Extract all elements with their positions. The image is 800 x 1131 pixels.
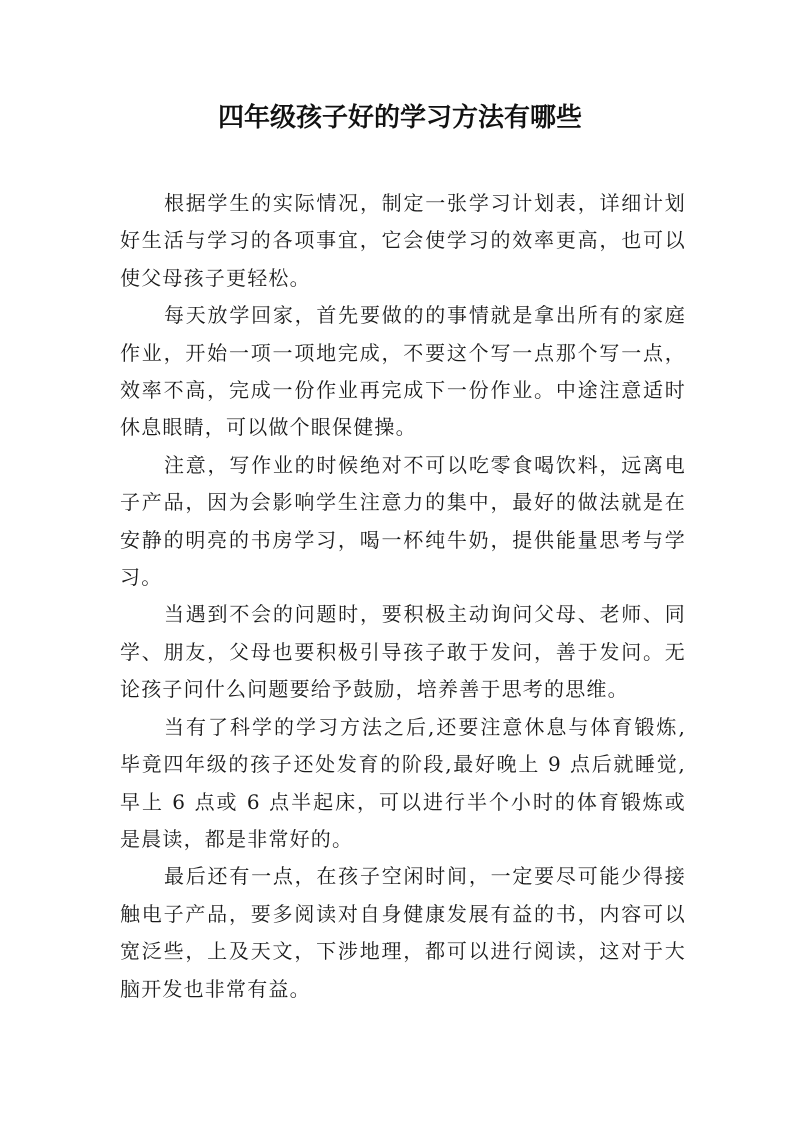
paragraph-6: 最后还有一点，在孩子空闲时间，一定要尽可能少得接触电子产品，要多阅读对自身健康发展有益的书，内容可以宽泛些，上及天文，下涉地理，都可以进行阅读，这对于大脑开发也非常有益。 (120, 864, 686, 1001)
paragraph-3: 注意，写作业的时候绝对不可以吃零食喝饮料，远离电子产品，因为会影响学生注意力的集中，最好的做法就是在安静的明亮的书房学习，喝一杯纯牛奶，提供能量思考与学习。 (120, 452, 686, 590)
document-title: 四年级孩子好的学习方法有哪些 (217, 103, 582, 133)
paragraph-5: 当有了科学的学习方法之后,还要注意休息与体育锻炼,毕竟四年级的孩子还处发育的阶段,最好晚上 9 点后就睡觉,早上 6 点或 6 点半起床，可以进行半个小时的体育锻炼或是晨读，都是非常好的。 (120, 714, 686, 851)
document-body (120, 185, 686, 1008)
paragraph-2: 每天放学回家，首先要做的的事情就是拿出所有的家庭作业，开始一项一项地完成，不要这个写一点那个写一点，效率不高，完成一份作业再完成下一份作业。中途注意适时休息眼睛，可以做个眼保健操。 (120, 303, 686, 440)
paragraph-4: 当遇到不会的问题时，要积极主动询问父母、老师、同学、朋友，父母也要积极引导孩子敢于发问，善于发问。无论孩子问什么问题要给予鼓励，培养善于思考的思维。 (120, 602, 686, 702)
paragraph-1: 根据学生的实际情况，制定一张学习计划表，详细计划好生活与学习的各项事宜，它会使学习的效率更高，也可以使父母孩子更轻松。 (120, 191, 686, 290)
